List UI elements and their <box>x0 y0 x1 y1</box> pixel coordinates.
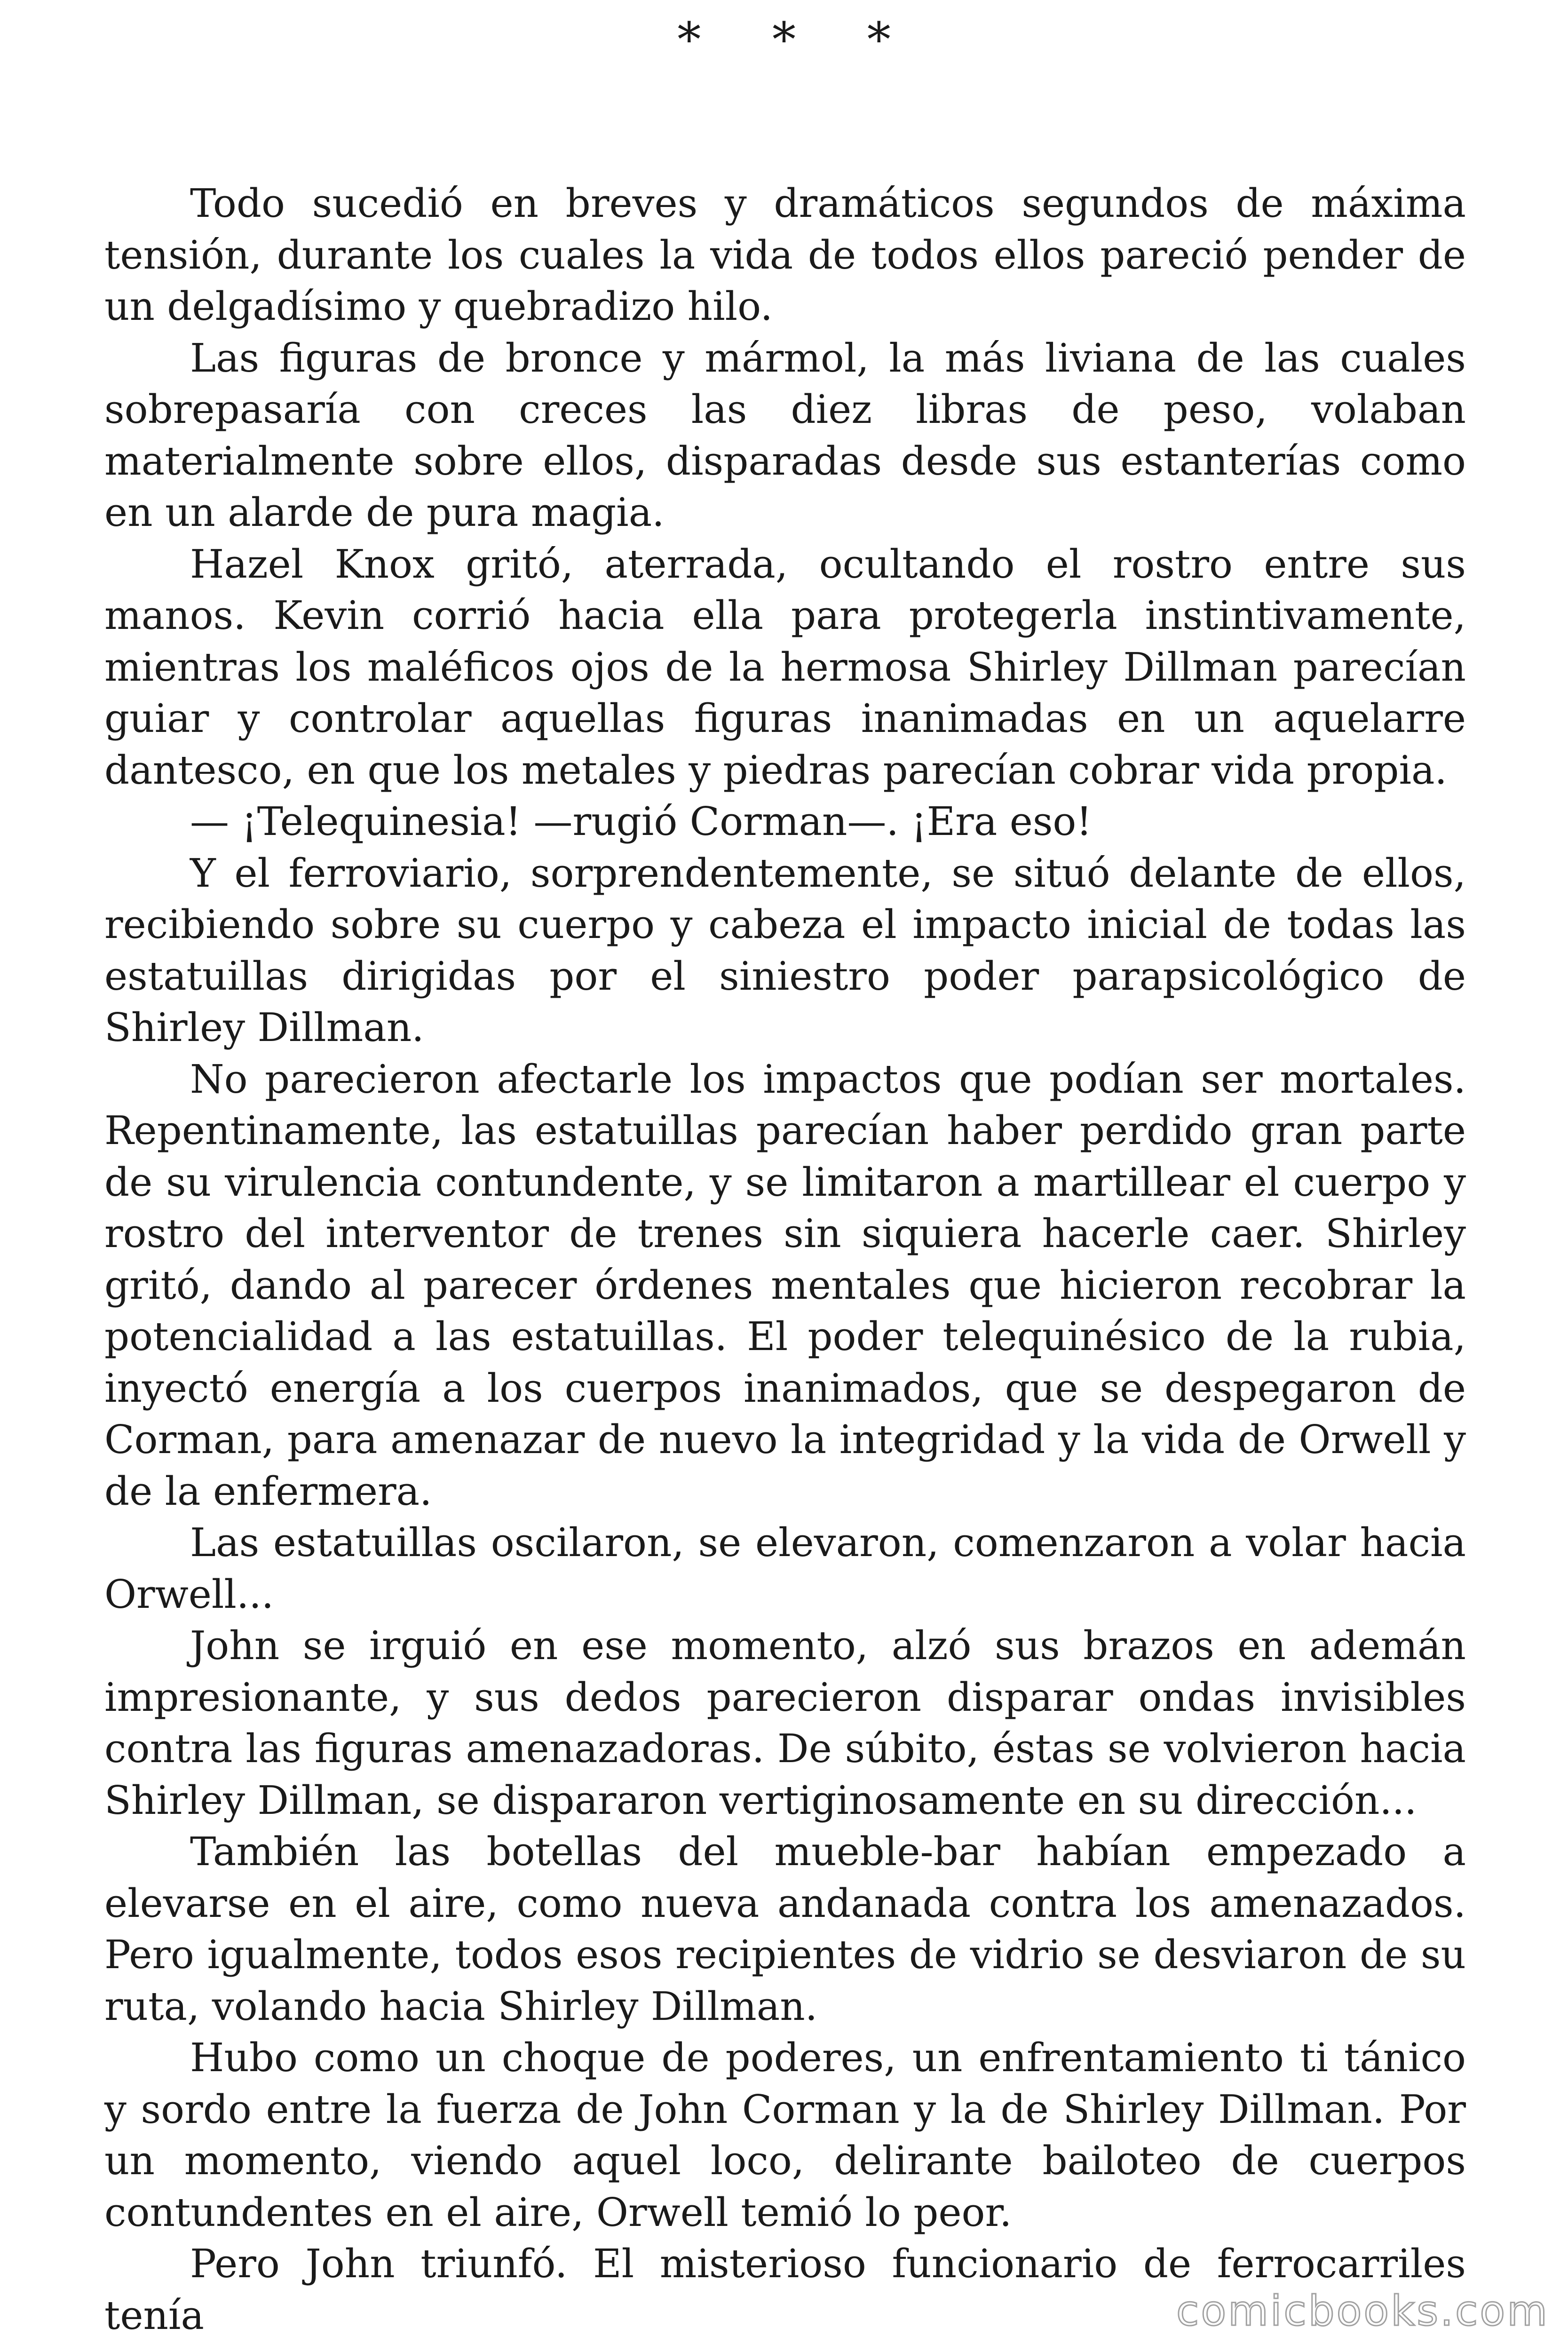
paragraph: Hazel Knox gritó, aterrada, ocultando el rostro entre sus manos. Kevin corrió hacia ella para protegerla instintivamente, mientras los maléficos ojos de la hermosa Shirley Dillman parecían guiar y controlar aquellas figuras inanimadas en un aquelarre dantesco, en que los metales y piedras parecían cobrar vida propia. <box>104 541 1466 793</box>
paragraph: Pero John triunfó. El misterioso funcionario de ferrocarriles tenía <box>104 2241 1466 2338</box>
paragraph: John se irguió en ese momento, alzó sus brazos en ademán impresionante, y sus dedos parecieron disparar ondas invisibles contra las figuras amenazadoras. De súbito, éstas se volvieron hacia Shirley Dillman, se dispararon vertiginosamente en su dirección... <box>104 1623 1466 1823</box>
paragraph: Las estatuillas oscilaron, se elevaron, comenzaron a volar hacia Orwell... <box>104 1520 1466 1617</box>
watermark: comicbooks.com <box>1176 2287 1549 2335</box>
story-text <box>104 178 1466 2341</box>
paragraph: Las figuras de bronce y mármol, la más liviana de las cuales sobrepasaría con creces las diez libras de peso, volaban materialmente sobre ellos, disparadas desde sus estanterías como en un alarde de pura magia. <box>104 335 1466 535</box>
paragraph: Todo sucedió en breves y dramáticos segundos de máxima tensión, durante los cuales la vida de todos ellos pareció pender de un delgadísimo y quebradizo hilo. <box>104 181 1466 329</box>
paragraph: Hubo como un choque de poderes, un enfrentamiento ti tánico y sordo entre la fuerza de John Corman y la de Shirley Dillman. Por un momento, viendo aquel loco, delirante bailoteo de cuerpos contundentes en el aire, Orwell temió lo peor. <box>104 2035 1466 2235</box>
paragraph: — ¡Telequinesia! —rugió Corman—. ¡Era eso! <box>190 799 1092 844</box>
paragraph: Y el ferroviario, sorprendentemente, se situó delante de ellos, recibiendo sobre su cuerpo y cabeza el impacto inicial de todas las estatuillas dirigidas por el siniestro poder parapsicológico de Shirley Dillman. <box>104 850 1466 1050</box>
paragraph: No parecieron afectarle los impactos que podían ser mortales. Repentinamente, las estatuillas parecían haber perdido gran parte de su virulencia contundente, y se limitaron a martillear el cuerpo y rostro del interventor de trenes sin siquiera hacerle caer. Shirley gritó, dando al parecer órdenes mentales que hicieron recobrar la potencialidad a las estatuillas. El poder telequinésico de la rubia, inyectó energía a los cuerpos inanimados, que se despegaron de Corman, para amenazar de nuevo la integridad y la vida de Orwell y de la enfermera. <box>104 1056 1466 1514</box>
section-separator: * * * <box>677 12 919 67</box>
paragraph: También las botellas del mueble-bar habían empezado a elevarse en el aire, como nueva andanada contra los amenazados. Pero igualmente, todos esos recipientes de vidrio se desviaron de su ruta, volando hacia Shirley Dillman. <box>104 1829 1466 2029</box>
